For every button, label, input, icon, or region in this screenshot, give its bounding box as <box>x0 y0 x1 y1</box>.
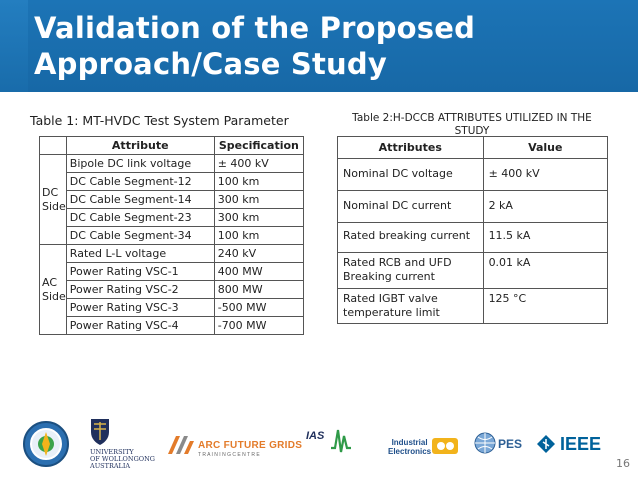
table-cell: 800 MW <box>214 281 303 299</box>
pes-wordmark: PES <box>498 437 523 451</box>
ie-line2: Electronics <box>388 447 432 456</box>
table1-header-attribute: Attribute <box>66 137 214 155</box>
uow-line3: AUSTRALIA <box>90 462 131 470</box>
table-cell: DC Cable Segment-14 <box>66 191 214 209</box>
table-cell: 0.01 kA <box>483 253 607 289</box>
table1 <box>39 136 304 335</box>
group-label: DC Side <box>42 185 66 213</box>
table-cell: Nominal DC current <box>338 191 484 223</box>
table2 <box>337 136 608 324</box>
table-cell: DC Cable Segment-23 <box>66 209 214 227</box>
table-cell: ± 400 kV <box>214 155 303 173</box>
arc-line2: T R A I N I N G C E N T R E <box>198 452 260 458</box>
table-row <box>40 173 304 191</box>
ie-line1: Industrial <box>391 438 428 447</box>
table-cell: 100 km <box>214 227 303 245</box>
page-number: 16 <box>616 457 630 470</box>
table-cell: Rated L-L voltage <box>66 245 214 263</box>
table-cell: -500 MW <box>214 299 303 317</box>
table-row <box>338 289 608 324</box>
table-row <box>338 191 608 223</box>
table-cell: 300 km <box>214 209 303 227</box>
slide-title: Validation of the Proposed Approach/Case Study <box>34 11 476 81</box>
table1-header-row <box>40 137 304 155</box>
table1-group-dc <box>40 155 67 245</box>
ieee-diamond-icon <box>536 434 556 454</box>
table-cell: Rated breaking current <box>338 223 484 253</box>
table2-header-row <box>338 137 608 159</box>
table-cell: DC Cable Segment-12 <box>66 173 214 191</box>
table-cell: 300 km <box>214 191 303 209</box>
table-row <box>40 227 304 245</box>
table-cell: Power Rating VSC-3 <box>66 299 214 317</box>
ias-wordmark: IAS <box>306 430 325 442</box>
footer-logos <box>0 412 638 478</box>
table1-header-blank <box>40 137 67 155</box>
table-row <box>40 299 304 317</box>
table-cell: Power Rating VSC-1 <box>66 263 214 281</box>
table-row <box>40 317 304 335</box>
table-cell: Nominal DC voltage <box>338 159 484 191</box>
table-row <box>338 159 608 191</box>
table-cell: -700 MW <box>214 317 303 335</box>
table-cell: 11.5 kA <box>483 223 607 253</box>
table-cell: ± 400 kV <box>483 159 607 191</box>
ieee-etfg-logo <box>22 420 70 468</box>
table-cell: DC Cable Segment-34 <box>66 227 214 245</box>
table-cell: Bipole DC link voltage <box>66 155 214 173</box>
uow-wordmark <box>90 449 155 470</box>
ias-logo <box>306 430 324 442</box>
table2-header-value: Value <box>483 137 607 159</box>
table-row <box>40 245 304 263</box>
arc-wordmark <box>198 440 302 458</box>
table2-caption: Table 2:H-DCCB ATTRIBUTES UTILIZED IN THE STUDY <box>352 112 592 137</box>
arc-line1: ARC FUTURE GRIDS <box>198 440 303 451</box>
table1-header-specification: Specification <box>214 137 303 155</box>
table-cell: 100 km <box>214 173 303 191</box>
table-cell: Rated IGBT valve temperature limit <box>338 289 484 324</box>
table-cell: 400 MW <box>214 263 303 281</box>
table-row <box>40 263 304 281</box>
arc-future-grids-icon <box>166 432 196 456</box>
table-cell: Power Rating VSC-4 <box>66 317 214 335</box>
title-accent <box>0 0 28 92</box>
pes-globe-icon <box>474 432 496 454</box>
table-row <box>40 281 304 299</box>
uow-crest-logo <box>90 418 110 446</box>
title-bar <box>0 0 638 92</box>
ias-waveform-icon <box>330 426 352 454</box>
table1-caption: Table 1: MT-HVDC Test System Parameter <box>30 113 289 128</box>
ieco-logo <box>432 438 458 454</box>
group-label: AC Side <box>42 275 66 303</box>
table-cell: 2 kA <box>483 191 607 223</box>
table-row <box>40 209 304 227</box>
table-row <box>40 155 304 173</box>
table-cell: Power Rating VSC-2 <box>66 281 214 299</box>
table2-header-attributes: Attributes <box>338 137 484 159</box>
uow-line2: OF WOLLONGONG <box>90 455 155 463</box>
table-row <box>338 253 608 289</box>
table-cell: 240 kV <box>214 245 303 263</box>
table-cell: 125 °C <box>483 289 607 324</box>
table-cell: Rated RCB and UFD Breaking current <box>338 253 484 289</box>
table-row <box>338 223 608 253</box>
table-row <box>40 191 304 209</box>
ieee-wordmark: IEEE <box>560 434 602 454</box>
ie-society-logo <box>388 438 431 456</box>
uow-line1: UNIVERSITY <box>90 448 134 456</box>
table1-group-ac <box>40 245 67 335</box>
